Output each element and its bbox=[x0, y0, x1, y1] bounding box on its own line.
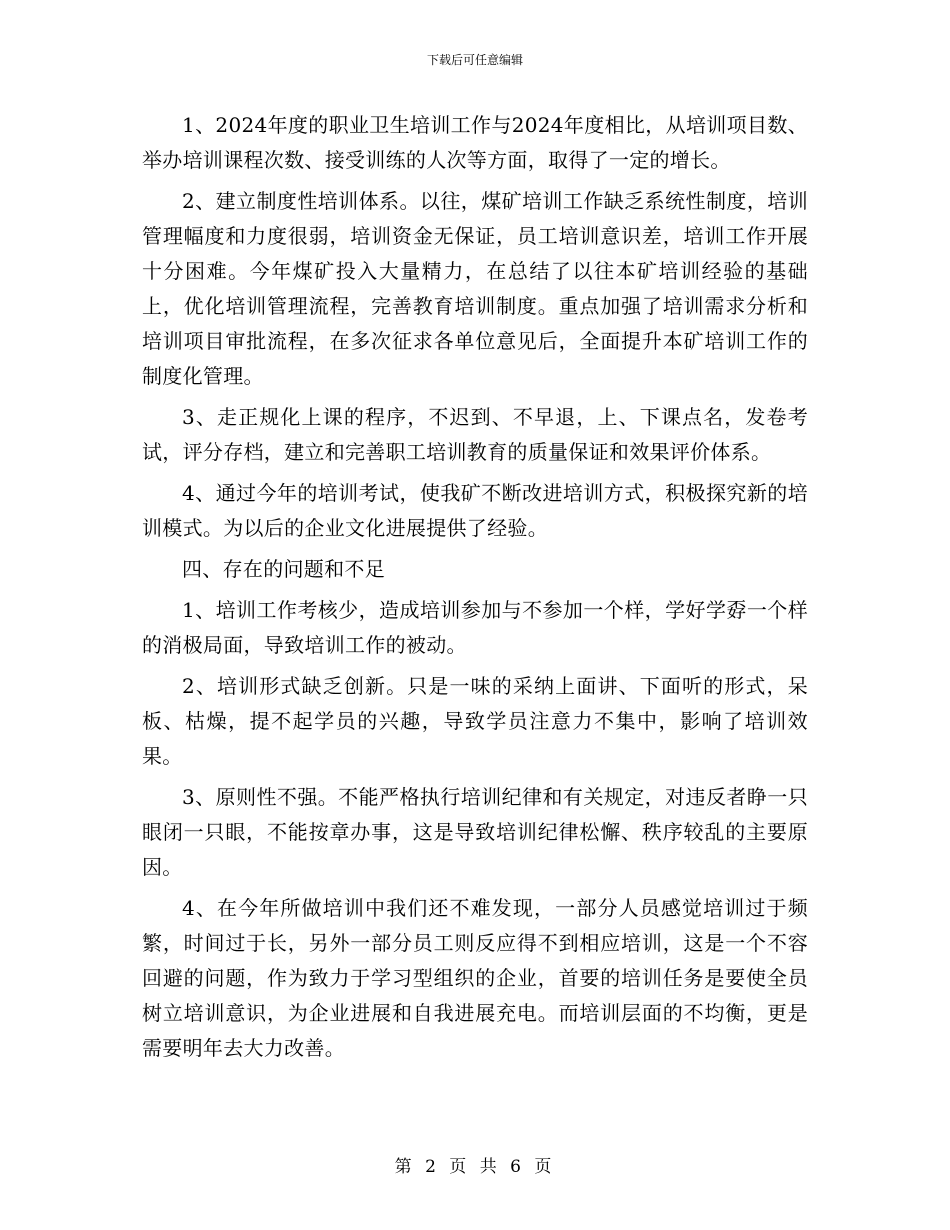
page-header: 下载后可任意编辑 bbox=[426, 53, 523, 67]
paragraph-problem-format: 2、培训形式缺乏创新。只是一味的采纳上面讲、下面听的形式，呆板、枯燥，提不起学员的兴趣，导致学员注意力不集中，影响了培训效果。 bbox=[142, 674, 808, 768]
paragraph-problem-balance: 4、在今年所做培训中我们还不难发现，一部分人员感觉培训过于频繁，时间过于长，另外一部分员工则反应得不到相应培训，这是一个不容回避的问题，作为致力于学习型组织的企业，首要的培训任务是要使全员树立培训意识，为企业进展和自我进展充电。而培训层面的不均衡，更是需要明年去大力改善。 bbox=[142, 896, 808, 1060]
paragraph-growth: 1、2024年度的职业卫生培训工作与2024年度相比，从培训项目数、举办培训课程次数、接受训练的人次等方面，取得了一定的增长。 bbox=[142, 113, 808, 172]
page-number: 第 2 页 共 6 页 bbox=[394, 1157, 556, 1177]
paragraph-training-system: 2、建立制度性培训体系。以往，煤矿培训工作缺乏系统性制度，培训管理幅度和力度很弱，培训资金无保证，员工培训意识差，培训工作开展十分困难。今年煤矿投入大量精力，在总结了以往本矿培训经验的基础上，优化培训管理流程，完善教育培训制度。重点加强了培训需求分析和培训项目审批流程，在多次征求各单位意见后，全面提升本矿培训工作的制度化管理。 bbox=[142, 189, 808, 388]
paragraph-training-exam: 4、通过今年的培训考试，使我矿不断改进培训方式，积极探究新的培训模式。为以后的企业文化进展提供了经验。 bbox=[142, 481, 808, 540]
paragraph-class-procedure: 3、走正规化上课的程序，不迟到、不早退，上、下课点名，发卷考试，评分存档，建立和完善职工培训教育的质量保证和效果评价体系。 bbox=[142, 405, 808, 464]
paragraph-problem-discipline: 3、原则性不强。不能严格执行培训纪律和有关规定，对违反者睁一只眼闭一只眼，不能按章办事，这是导致培训纪律松懈、秩序较乱的主要原因。 bbox=[142, 785, 808, 879]
section-heading-problems: 四、存在的问题和不足 bbox=[182, 557, 385, 581]
paragraph-problem-assessment: 1、培训工作考核少，造成培训参加与不参加一个样，学好学孬一个样的消极局面，导致培训工作的被动。 bbox=[142, 598, 808, 657]
document-body bbox=[142, 108, 808, 1072]
